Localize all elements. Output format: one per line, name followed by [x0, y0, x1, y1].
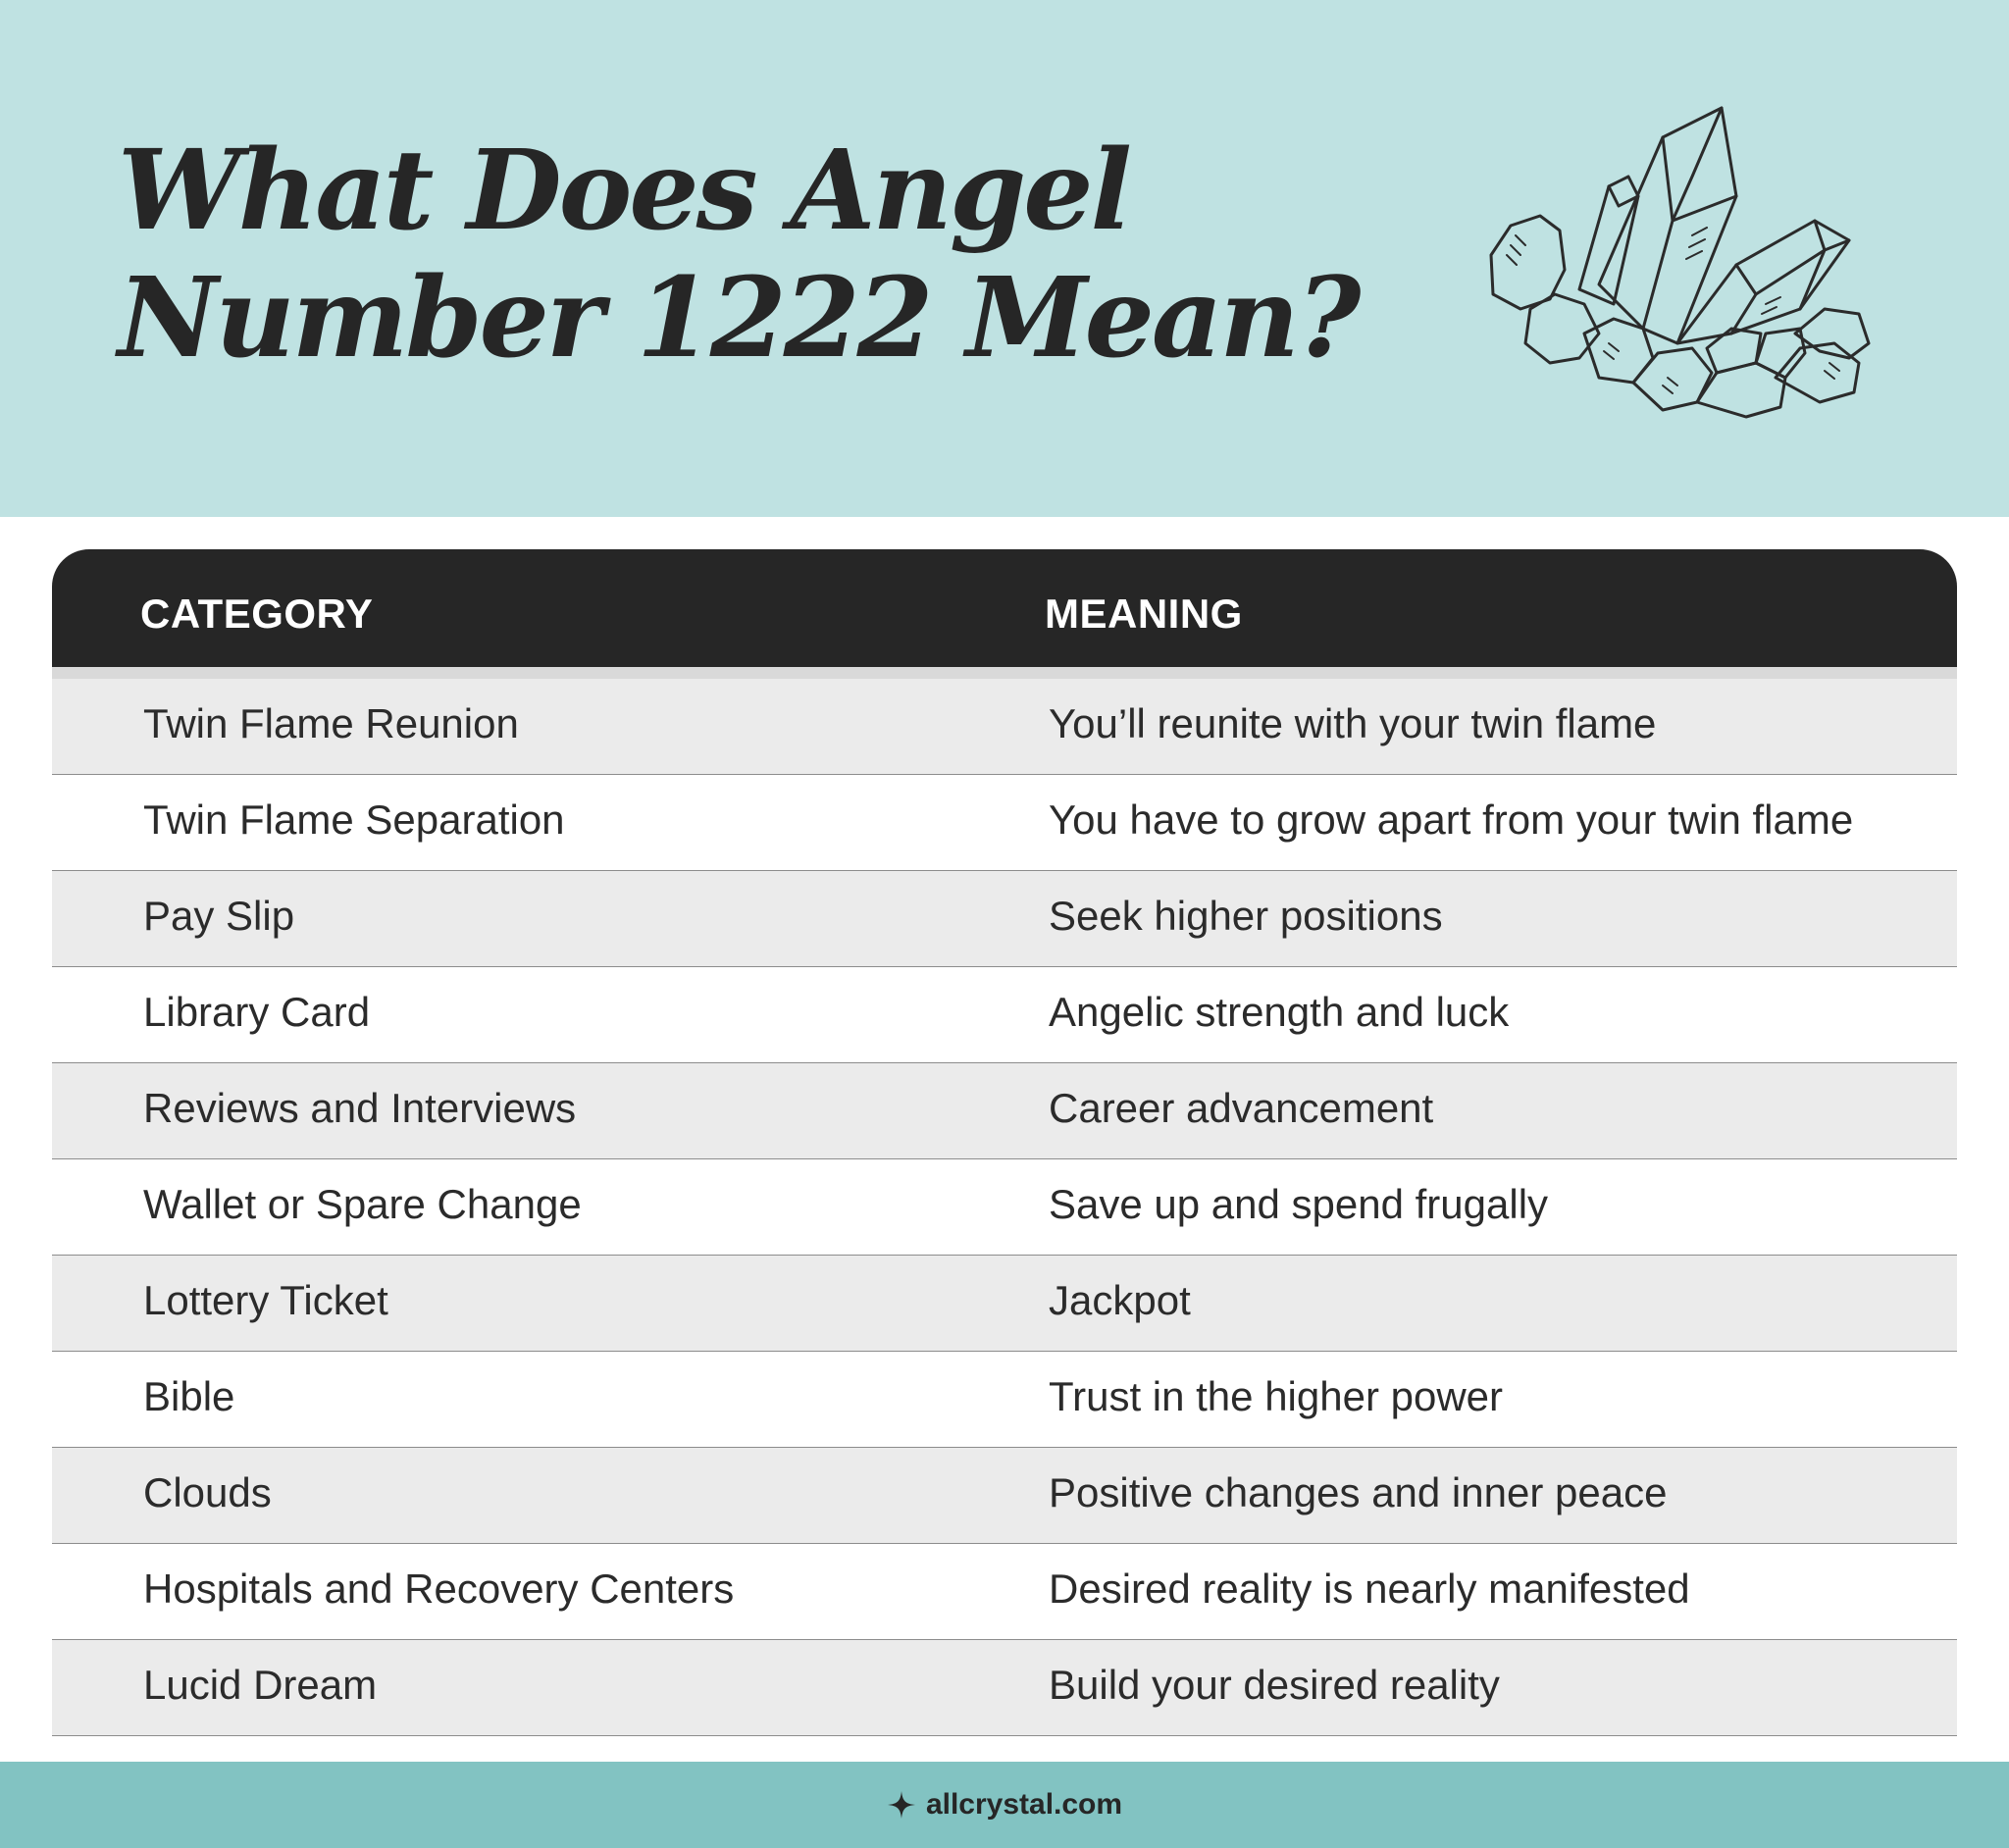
brand-link[interactable]	[887, 1788, 1122, 1822]
cell-category: Lottery Ticket	[143, 1277, 388, 1323]
brand-text: allcrystal.com	[925, 1788, 1123, 1821]
table-row	[52, 1256, 1957, 1352]
cell-category: Twin Flame Separation	[143, 796, 565, 843]
table-row	[52, 1448, 1957, 1544]
cell-category: Clouds	[143, 1469, 272, 1515]
cell-category: Pay Slip	[143, 893, 295, 939]
table-row	[52, 1640, 1957, 1736]
cell-meaning: Positive changes and inner peace	[1049, 1469, 1668, 1515]
cell-meaning: Desired reality is nearly manifested	[1049, 1566, 1690, 1612]
table-row	[52, 871, 1957, 967]
cell-meaning: Jackpot	[1049, 1277, 1191, 1323]
cell-meaning: You’ll reunite with your twin flame	[1049, 700, 1657, 746]
header-banner	[0, 0, 2009, 517]
cell-meaning: Career advancement	[1049, 1085, 1434, 1131]
table-row	[52, 1063, 1957, 1159]
table-row	[52, 967, 1957, 1063]
cell-meaning: Build your desired reality	[1049, 1662, 1500, 1708]
table-header	[52, 549, 1957, 679]
cell-category: Bible	[143, 1373, 235, 1419]
cell-category: Twin Flame Reunion	[143, 700, 519, 746]
table-row	[52, 679, 1957, 775]
cell-meaning: Angelic strength and luck	[1049, 989, 1510, 1035]
page-title	[118, 128, 1358, 383]
header-category: CATEGORY	[140, 590, 374, 637]
title-line-2: Number 1222 Mean?	[118, 254, 1359, 383]
cell-category: Hospitals and Recovery Centers	[143, 1566, 735, 1612]
table-row	[52, 1352, 1957, 1448]
cell-category: Lucid Dream	[143, 1662, 378, 1708]
cell-meaning: Trust in the higher power	[1049, 1373, 1504, 1419]
table-row	[52, 1544, 1957, 1640]
cell-category: Wallet or Spare Change	[143, 1181, 582, 1227]
cell-category: Reviews and Interviews	[143, 1085, 577, 1131]
meaning-table	[52, 549, 1957, 1736]
cell-meaning: You have to grow apart from your twin flame	[1049, 796, 1854, 843]
cell-meaning: Seek higher positions	[1049, 893, 1443, 939]
footer-bar	[0, 1762, 2009, 1848]
crystal-cluster-icon	[1471, 98, 1874, 422]
title-line-1: What Does Angel	[118, 127, 1130, 255]
sparkle-icon	[887, 1790, 916, 1820]
cell-meaning: Save up and spend frugally	[1049, 1181, 1549, 1227]
header-meaning: MEANING	[1045, 590, 1243, 637]
cell-category: Library Card	[143, 989, 371, 1035]
table-row	[52, 775, 1957, 871]
table-row	[52, 1159, 1957, 1256]
